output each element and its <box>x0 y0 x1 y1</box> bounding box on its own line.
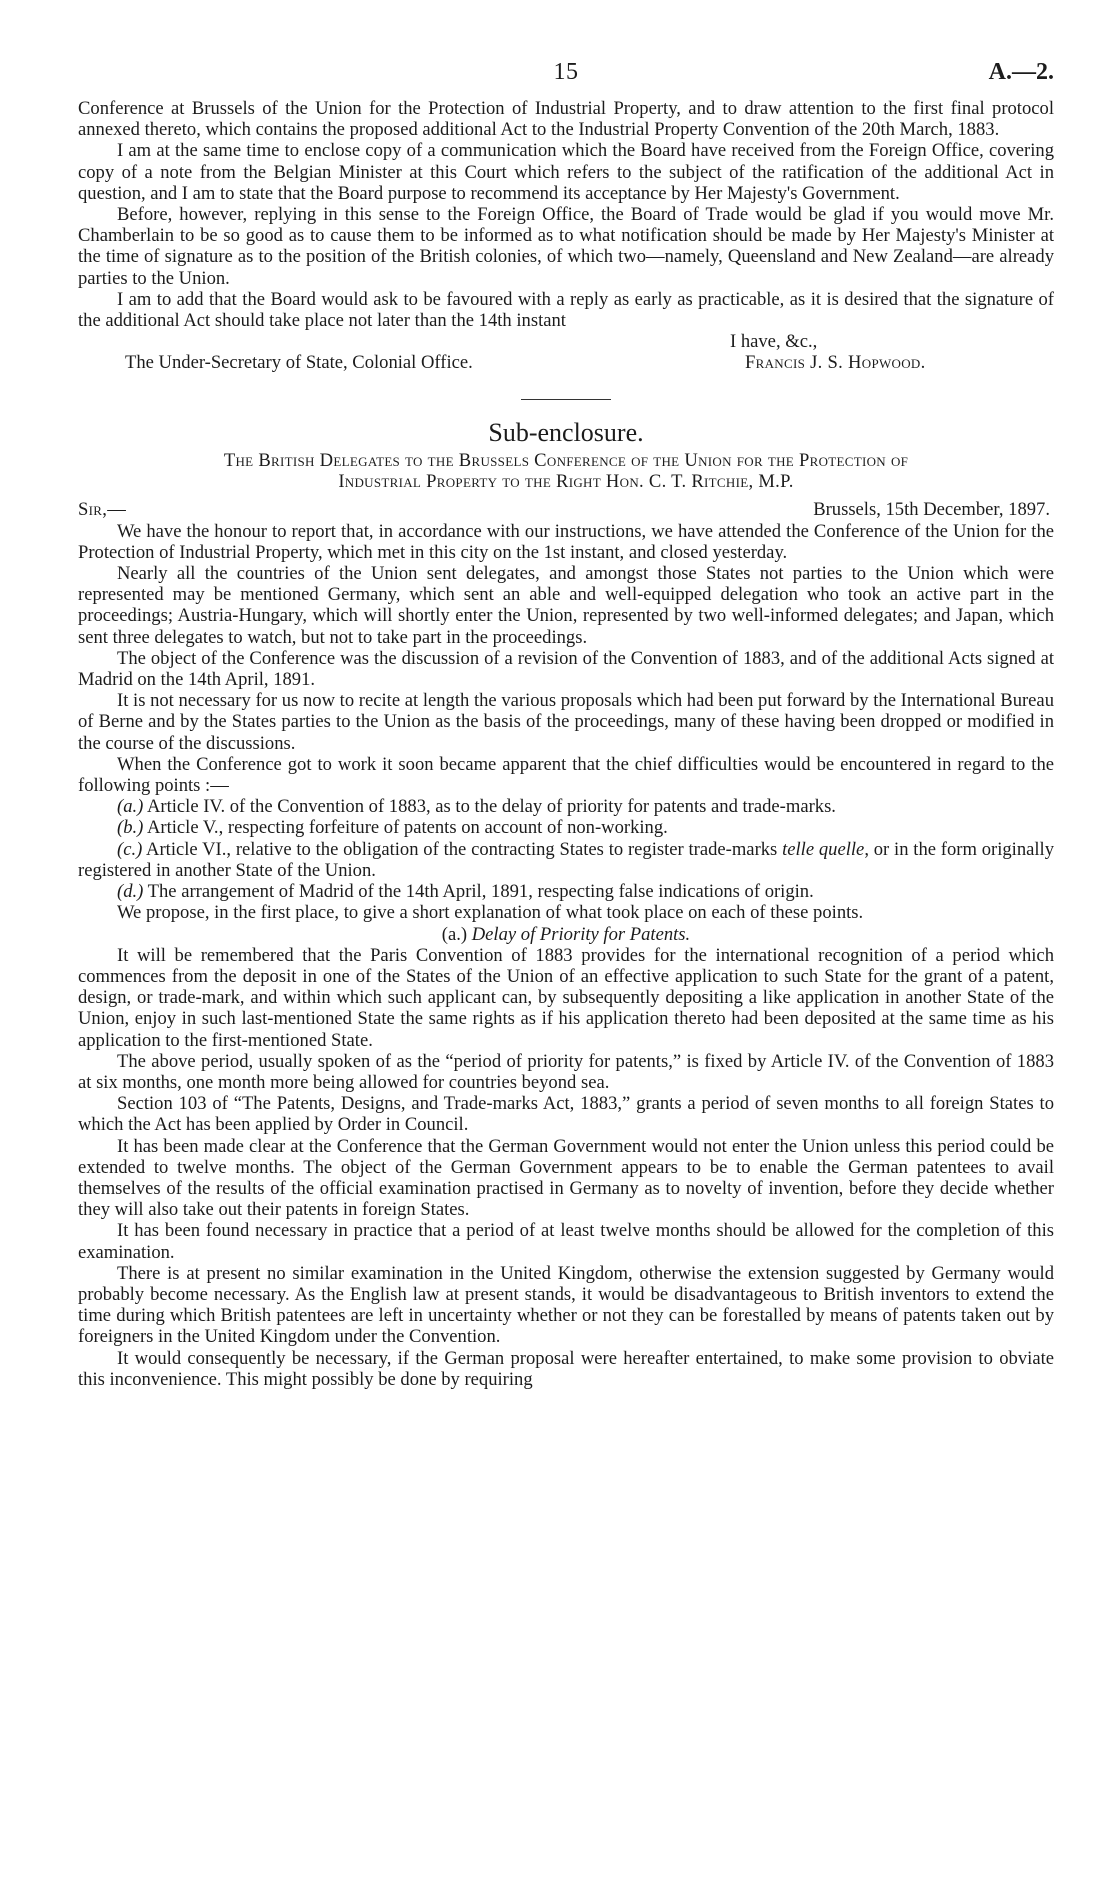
section-paragraph: It has been found necessary in practice that a period of at least twelve months should be allowed for the completion of this examination. <box>78 1220 1054 1263</box>
point-d <box>78 881 1054 902</box>
point-text: The arrangement of Madrid of the 14th April, 1891, respecting false indications of origin. <box>143 881 814 903</box>
point-text: Article VI., relative to the obligation of the contracting States to register trade-marks <box>142 838 783 860</box>
closing-phrase: I have, &c., <box>730 331 818 353</box>
heading-line: Industrial Property to the Right Hon. C. T. Ritchie, M.P. <box>338 471 794 493</box>
point-a <box>78 796 1054 817</box>
report-paragraph: Nearly all the countries of the Union sent delegates, and amongst those States not parties to the Union which were represented may be mentioned Germany, which sent an able and well-equipped delegation who took an active part in the proceedings; Austria-Hungary, which will shortly enter the Union, represented by two well-informed delegates; and Japan, which sent three delegates to watch, but not to take part in the proceedings. <box>78 563 1054 648</box>
section-paragraph: Section 103 of “The Patents, Designs, and Trade-marks Act, 1883,” grants a period of seven months to all foreign States to which the Act has been applied by Order in Council. <box>78 1093 1054 1136</box>
section-label: (a.) <box>441 923 468 945</box>
section-paragraph: There is at present no similar examination in the United Kingdom, otherwise the extension suggested by Germany would probably become necessary. As the English law at present stands, it would be disadvantageous to British inventors to extend the time during which British patentees are left in uncertainty whether or not they can be forestalled by means of patents taken out by foreigners in the United Kingdom under the Convention. <box>78 1262 1054 1348</box>
point-label: (b.) <box>117 817 144 839</box>
letter-paragraph: Conference at Brussels of the Union for the Protection of Industrial Property, and to draw attention to the first final protocol annexed thereto, which contains the proposed additional Act to the Industrial Property Convention of the 20th March, 1883. <box>78 98 1054 141</box>
point-b <box>78 817 1054 838</box>
letter-paragraph: I am to add that the Board would ask to be favoured with a reply as early as practicable, as it is desired that the signature of the additional Act should take place not later than the 14th instant <box>78 288 1054 332</box>
point-text: Article IV. of the Convention of 1883, as to the delay of priority for patents and trade-marks. <box>143 796 836 818</box>
report-paragraph: When the Conference got to work it soon became apparent that the chief difficulties would be encountered in regard to the following points :— <box>78 753 1054 797</box>
report-paragraph: The object of the Conference was the discussion of a revision of the Convention of 1883, and of the additional Acts signed at Madrid on the 14th April, 1891. <box>78 647 1054 691</box>
sub-enclosure-title: Sub-enclosure. <box>488 418 644 448</box>
divider-rule <box>521 399 611 400</box>
salutation: Sir,— <box>78 498 127 520</box>
point-label: (d.) <box>117 881 144 903</box>
sub-enclosure-heading <box>78 450 1054 492</box>
section-paragraph: It has been made clear at the Conference that the German Government would not enter the Union unless this period could be extended to twelve months. The object of the German Government appears to be to enable the German patentees to avail themselves of the results of the official examination practised in Germany as to novelty of invention, before they decide whether they will also take out their patents in foreign States. <box>78 1135 1054 1221</box>
letter-paragraph: I am at the same time to enclose copy of a communication which the Board have received from the Foreign Office, covering copy of a note from the Belgian Minister at this Court which refers to the subject of the ratification of the additional Act in question, and I am to state that the Board purpose to recommend its acceptance by Her Majesty's Government. <box>78 140 1054 204</box>
point-c <box>78 839 1054 881</box>
report-paragraph: It is not necessary for us now to recite at length the various proposals which had been put forward by the International Bureau of Berne and by the States parties to the Union as the basis of the proceedings, many of these having been dropped or modified in the course of the discussions. <box>78 690 1054 754</box>
letter-paragraph: Before, however, replying in this sense to the Foreign Office, the Board of Trade would be glad if you would move Mr. Chamberlain to be so good as to cause them to be informed as to what notification should be made by Her Majesty's Minister at the time of signature as to the position of the British colonies, of which two—namely, Queensland and New Zealand—are already parties to the Union. <box>78 204 1054 289</box>
addressee: The Under-Secretary of State, Colonial Office. <box>125 352 473 374</box>
page-header <box>78 59 1054 98</box>
section-paragraph: It will be remembered that the Paris Convention of 1883 provides for the international recognition of a period which commences from the deposit in one of the States of the Union of an effective application to such State for the grant of a patent, design, or trade-mark, and within which such applicant can, by subsequently depositing a like application in another State of the Union, enjoy in such last-mentioned State the same rights as if his application thereto had been deposited at the same time as his application to the first-mentioned State. <box>78 944 1054 1051</box>
point-text: Article V., respecting forfeiture of patents on account of non-working. <box>143 817 668 839</box>
point-label: (c.) <box>117 838 143 860</box>
report-paragraph: We have the honour to report that, in accordance with our instructions, we have attended the Conference of the Union for the Protection of Industrial Property, which met in this city on the 1st instant, and closed yesterday. <box>78 520 1054 563</box>
place-date: Brussels, 15th December, 1897. <box>813 498 1050 520</box>
salutation-row <box>78 499 1054 521</box>
signature: Francis J. S. Hopwood. <box>745 352 926 374</box>
section-paragraph: The above period, usually spoken of as the “period of priority for patents,” is fixed by Article IV. of the Convention of 1883 at six months, one month more being allowed for countries beyond sea. <box>78 1050 1054 1093</box>
point-label: (a.) <box>117 796 144 818</box>
section-heading <box>78 924 1054 945</box>
page-number: 15 <box>553 59 579 85</box>
heading-line: The British Delegates to the Brussels Conference of the Union for the Protection of <box>223 450 909 472</box>
point-italic: telle quelle <box>782 838 865 860</box>
section-title: Delay of Priority for Patents. <box>467 923 691 945</box>
signature-row <box>78 352 1054 376</box>
closing-row <box>78 331 1054 352</box>
section-paragraph: It would consequently be necessary, if the German proposal were hereafter entertained, to make some provision to obviate this inconvenience. This might possibly be done by requiring <box>78 1347 1054 1390</box>
point-text: , or in the form originally registered in another State of the Union. <box>78 838 1055 881</box>
page-reference: A.—2. <box>988 59 1054 85</box>
report-paragraph: We propose, in the first place, to give a short explanation of what took place on each of these points. <box>117 902 864 924</box>
